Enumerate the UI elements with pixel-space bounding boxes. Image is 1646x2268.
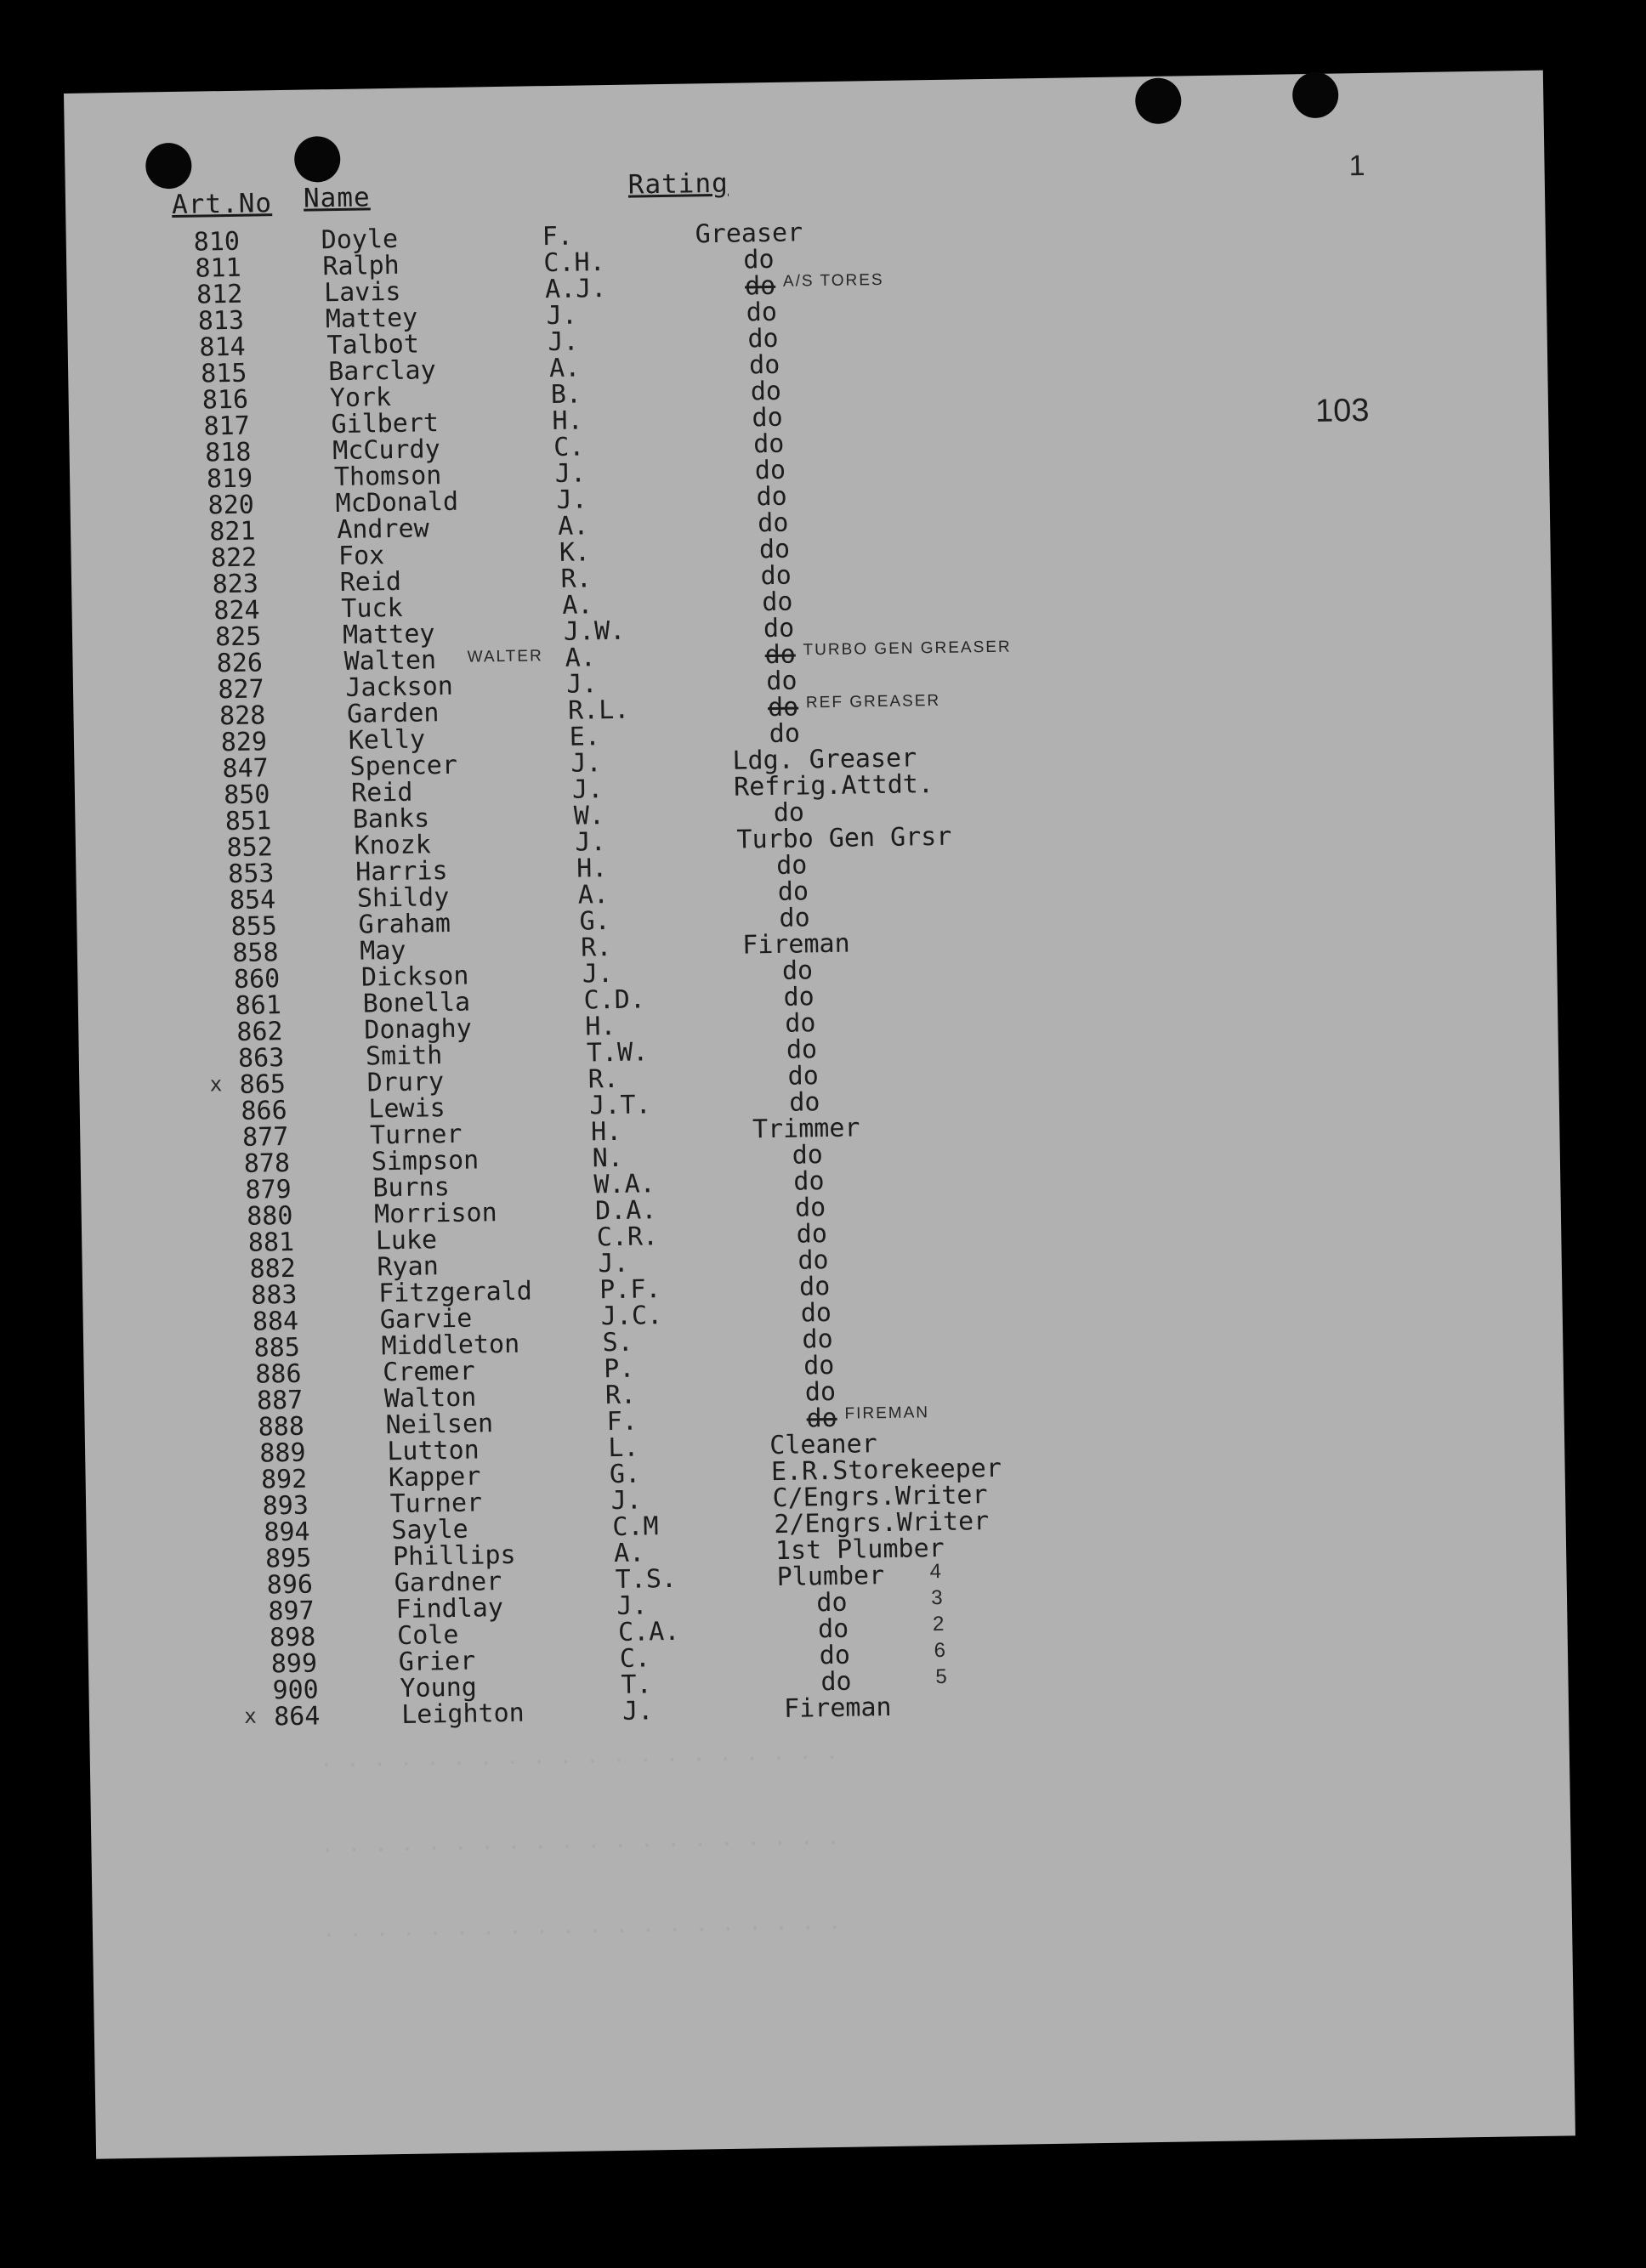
art-number: 824 <box>213 595 260 627</box>
crew-initials: C.M <box>612 1511 659 1543</box>
art-number: 862 <box>236 1017 283 1047</box>
art-number: 850 <box>223 780 270 811</box>
crew-rating: do <box>752 428 785 460</box>
art-number: 820 <box>207 490 255 521</box>
crew-rating: do <box>798 1272 831 1302</box>
crew-name: Reid <box>350 777 413 808</box>
crew-name: Ralph <box>322 250 400 282</box>
crew-initials: F. <box>606 1406 639 1437</box>
art-number: 884 <box>252 1306 299 1337</box>
crew-rating: Ldg. Greaser <box>732 743 917 776</box>
crew-initials: A. <box>577 880 610 910</box>
handwritten-number: 4 <box>929 1559 944 1584</box>
art-number: 883 <box>250 1279 298 1311</box>
handwritten-number: 6 <box>934 1638 948 1663</box>
punch-hole <box>1135 77 1182 124</box>
art-number: 855 <box>230 911 278 943</box>
handwritten-name-note: WALTER <box>467 647 543 666</box>
crew-rating: do <box>767 692 799 723</box>
crew-initials: F. <box>542 221 574 252</box>
art-number: 851 <box>224 806 272 837</box>
crew-rating: do <box>750 376 782 407</box>
art-number: 826 <box>216 648 264 679</box>
crew-name: Garden <box>346 698 440 729</box>
crew-rating: do <box>802 1324 833 1355</box>
art-number: 882 <box>249 1253 297 1284</box>
crew-rating: do <box>746 297 778 328</box>
crew-rating: do <box>779 903 810 933</box>
crew-rating: C/Engrs.Writer <box>772 1480 988 1514</box>
art-number: 861 <box>235 990 282 1021</box>
crew-rating: do <box>793 1166 825 1197</box>
crew-rating: do <box>764 639 797 671</box>
crew-initials: N. <box>592 1143 624 1174</box>
crew-rating: do <box>787 1061 820 1091</box>
crew-initials: E. <box>569 722 601 752</box>
crew-rating: Trimmer <box>752 1113 860 1145</box>
art-number: 823 <box>212 569 259 600</box>
art-number: 821 <box>209 516 256 547</box>
crew-rating: do <box>757 507 789 539</box>
crew-name: Lutton <box>387 1435 480 1467</box>
crew-rating: Turbo Gen Grsr <box>736 821 952 855</box>
art-number: 897 <box>268 1596 315 1627</box>
art-number: 852 <box>226 832 274 864</box>
crew-initials: G. <box>579 906 610 937</box>
crew-name: Harris <box>355 856 448 887</box>
crew-initials: H. <box>585 1011 616 1042</box>
crew-rating: do <box>800 1297 832 1329</box>
crew-name: Banks <box>352 803 430 835</box>
art-number: 892 <box>260 1464 308 1495</box>
art-number: 894 <box>264 1517 310 1548</box>
art-number: 858 <box>232 938 279 969</box>
crew-rating: 1st Plumber <box>775 1533 945 1567</box>
art-number: 815 <box>200 358 247 389</box>
crew-rating: do <box>744 270 776 302</box>
crew-name: Drury <box>366 1067 445 1098</box>
crew-rating: do <box>777 876 809 907</box>
crew-name: Lavis <box>323 276 401 309</box>
crew-initials: L. <box>608 1432 639 1464</box>
art-number: 866 <box>241 1096 287 1126</box>
crew-initials: W.A. <box>593 1169 656 1200</box>
crew-rating: do <box>819 1640 851 1671</box>
art-number: 899 <box>270 1648 318 1680</box>
crew-name: Cremer <box>383 1356 475 1388</box>
crew-name: Barclay <box>327 355 436 388</box>
art-number: 863 <box>237 1043 285 1074</box>
crew-name: Luke <box>375 1225 438 1256</box>
art-number: 853 <box>227 859 275 890</box>
handwritten-note: REF GREASER <box>805 691 941 712</box>
crew-name: Talbot <box>326 329 420 361</box>
art-number: 822 <box>210 542 258 574</box>
crew-name: Spencer <box>349 750 458 782</box>
crew-initials: A. <box>562 590 593 621</box>
bleed-through-text: . . . . . . . . . . . . . . . . . . . . <box>321 1823 841 1858</box>
header-name: Name <box>303 182 371 214</box>
crew-initials: D.A. <box>594 1195 657 1227</box>
handwritten-note: A/S TORES <box>782 270 884 291</box>
crew-initials: J.T. <box>589 1090 651 1121</box>
art-number: 886 <box>255 1358 302 1390</box>
crew-rating: do <box>804 1376 837 1408</box>
art-number: 887 <box>256 1385 304 1416</box>
art-number: 865 <box>239 1069 287 1100</box>
crew-name: Morrison <box>373 1198 497 1230</box>
crew-rating: do <box>783 982 814 1012</box>
art-number: 880 <box>246 1200 293 1232</box>
art-number: 888 <box>258 1411 305 1443</box>
crew-name: McDonald <box>335 486 459 519</box>
crew-name: Donaghy <box>364 1013 473 1046</box>
art-number: 817 <box>203 411 251 442</box>
crew-initials: P.F. <box>599 1274 661 1306</box>
header-art-no: Art.No <box>171 188 273 221</box>
page-number: 103 <box>1314 392 1370 429</box>
crew-name: Fitzgerald <box>377 1276 533 1309</box>
crew-initials: S. <box>602 1327 633 1358</box>
crew-name: Findlay <box>395 1593 504 1625</box>
crew-rating: do <box>789 1087 820 1118</box>
crew-name: Sayle <box>391 1514 468 1546</box>
crew-initials: J.W. <box>563 615 626 647</box>
crew-initials: J. <box>548 326 579 358</box>
crew-name: Garvie <box>379 1303 473 1335</box>
art-number: 885 <box>253 1332 301 1364</box>
crew-rating: do <box>748 349 780 381</box>
crew-rating: do <box>785 1008 816 1039</box>
crew-initials: J. <box>575 827 606 858</box>
crew-initials: J. <box>570 748 602 779</box>
art-number: 895 <box>264 1543 312 1574</box>
crew-name: Fox <box>338 541 385 571</box>
crew-initials: C.A. <box>617 1616 680 1647</box>
crew-rating: do <box>781 955 814 986</box>
crew-name: Walton <box>383 1382 477 1415</box>
crew-name: Doyle <box>321 224 399 256</box>
crew-rating: do <box>796 1219 828 1250</box>
crew-name: Cole <box>396 1619 459 1652</box>
crew-rating: do <box>803 1350 835 1381</box>
document-page <box>64 71 1575 2159</box>
art-number: 825 <box>214 621 262 653</box>
crew-initials: H. <box>576 853 608 884</box>
crew-rating: do <box>758 534 791 565</box>
crew-initials: J.C. <box>600 1301 663 1332</box>
crew-rating: do <box>756 481 787 513</box>
crew-rating: do <box>794 1193 826 1223</box>
crew-initials: C. <box>553 432 585 462</box>
crew-name: Graham <box>358 908 451 940</box>
art-number: 864 <box>273 1701 321 1732</box>
crew-initials: T.W. <box>586 1037 649 1069</box>
art-number: 819 <box>206 463 253 495</box>
crew-initials: H. <box>590 1116 622 1148</box>
art-number: 860 <box>233 964 281 995</box>
handwritten-note: TURBO GEN GREASER <box>803 638 1012 660</box>
crew-initials: R. <box>560 564 593 594</box>
crew-name: Kapper <box>388 1461 481 1494</box>
crew-initials: A.J. <box>544 274 607 305</box>
art-number: 889 <box>259 1437 306 1469</box>
crew-name: Kelly <box>348 724 426 756</box>
crew-initials: C.R. <box>596 1222 659 1253</box>
crew-name: Shildy <box>356 882 450 914</box>
bleed-through-text: . . . . . . . . . . . . . . . . . . . . <box>321 1908 842 1943</box>
crew-rating: do <box>797 1245 829 1276</box>
crew-name: Grier <box>398 1646 476 1678</box>
crew-rating: do <box>773 797 805 828</box>
header-rating: Rating <box>627 167 729 201</box>
art-number: 814 <box>199 332 246 363</box>
crew-initials: R.L. <box>567 695 630 726</box>
art-number: 854 <box>229 885 276 916</box>
crew-rating: do <box>747 323 779 354</box>
crew-initials: J. <box>554 458 587 489</box>
crew-initials: A. <box>565 643 597 673</box>
crew-initials: J. <box>622 1696 654 1727</box>
crew-initials: C.H. <box>543 247 605 279</box>
art-number: 898 <box>269 1622 316 1653</box>
crew-name: Gilbert <box>331 408 440 440</box>
crew-name: Tuck <box>341 593 403 624</box>
crew-name: Simpson <box>371 1145 480 1177</box>
crew-rating: do <box>817 1613 849 1645</box>
crew-name: McCurdy <box>332 434 440 467</box>
crew-rating: do <box>763 613 795 644</box>
art-number: 847 <box>222 753 269 785</box>
crew-initials: J. <box>571 774 604 805</box>
crew-name: Mattey <box>342 619 435 650</box>
crew-name: Turner <box>389 1488 483 1520</box>
crew-rating: Fireman <box>741 928 850 961</box>
crew-initials: R. <box>587 1063 620 1095</box>
crew-rating: Cleaner <box>769 1429 877 1461</box>
crew-name: Reid <box>339 566 402 598</box>
crew-rating: do <box>754 455 786 486</box>
crew-name: Phillips <box>392 1539 516 1573</box>
crew-initials: J. <box>582 958 614 989</box>
crew-initials: A. <box>548 353 581 384</box>
crew-initials: T.S. <box>615 1563 678 1596</box>
crew-initials: B. <box>550 379 582 411</box>
crew-initials: R. <box>580 933 612 963</box>
crew-name: Neilsen <box>385 1409 494 1441</box>
crew-name: Lewis <box>368 1093 446 1125</box>
art-number: 818 <box>204 437 252 468</box>
crew-initials: W. <box>573 801 605 831</box>
crew-rating: do <box>762 587 793 618</box>
corner-mark: 1 <box>1348 149 1365 183</box>
crew-initials: A. <box>557 511 589 541</box>
crew-initials: J. <box>610 1485 643 1517</box>
crew-name: York <box>329 382 392 414</box>
crew-initials: J. <box>616 1590 648 1622</box>
x-mark: x <box>243 1704 257 1728</box>
crew-rating: do <box>792 1140 824 1171</box>
crew-initials: J. <box>566 669 598 700</box>
crew-rating: do <box>816 1587 848 1619</box>
art-number: 829 <box>220 727 268 758</box>
art-number: 900 <box>272 1675 319 1706</box>
crew-name: Knozk <box>354 830 432 861</box>
handwritten-number: 3 <box>931 1585 945 1610</box>
crew-rating: Refrig.Attdt. <box>733 769 934 802</box>
art-number: 816 <box>201 384 249 416</box>
crew-rating: do <box>752 402 783 434</box>
crew-name: Dickson <box>360 961 469 993</box>
art-number: 881 <box>247 1227 295 1258</box>
crew-rating: Greaser <box>695 218 803 250</box>
crew-initials: G. <box>609 1459 641 1490</box>
crew-name: Jackson <box>345 671 454 703</box>
punch-hole <box>1292 71 1339 118</box>
x-mark: x <box>209 1072 223 1097</box>
punch-hole <box>294 136 341 183</box>
crew-rating: do <box>743 244 775 275</box>
crew-rating: do <box>820 1666 852 1698</box>
crew-rating: do <box>766 666 797 697</box>
crew-rating: Fireman <box>783 1692 892 1724</box>
crew-rating: 2/Engrs.Writer <box>774 1506 990 1540</box>
crew-initials: J. <box>546 300 578 332</box>
crew-name: Middleton <box>381 1329 520 1362</box>
art-number: 813 <box>197 305 245 337</box>
crew-rating: Plumber <box>776 1561 885 1593</box>
art-number: 827 <box>218 674 264 706</box>
crew-initials: R. <box>604 1380 637 1411</box>
crew-rating: do <box>775 850 808 881</box>
crew-name: Gardner <box>394 1567 502 1599</box>
crew-rating: do <box>806 1403 837 1434</box>
art-number: 896 <box>266 1569 314 1601</box>
art-number: 812 <box>196 279 243 310</box>
crew-initials: J. <box>598 1248 629 1279</box>
crew-name: Ryan <box>377 1251 440 1283</box>
art-number: 877 <box>241 1122 289 1153</box>
art-number: 810 <box>193 226 241 258</box>
crew-rating: do <box>769 718 801 750</box>
crew-name: Bonella <box>362 987 471 1019</box>
art-number: 811 <box>195 252 241 284</box>
crew-name: Turner <box>369 1119 463 1151</box>
crew-rating: E.R.Storekeeper <box>770 1453 1002 1488</box>
crew-name: Young <box>400 1672 478 1704</box>
crew-initials: A. <box>613 1538 645 1569</box>
crew-name: May <box>360 935 406 967</box>
crew-initials: C.D. <box>583 984 646 1016</box>
bleed-through-text: . . . . . . . . . . . . . . . . . . . . <box>319 1738 839 1773</box>
art-number: 879 <box>245 1174 292 1205</box>
handwritten-number: 5 <box>935 1664 949 1689</box>
crew-initials: J. <box>556 485 587 515</box>
crew-name: Walten <box>343 645 437 677</box>
handwritten-number: 2 <box>932 1612 946 1636</box>
crew-name: Smith <box>365 1040 443 1072</box>
crew-name: Burns <box>372 1172 451 1204</box>
handwritten-note: FIREMAN <box>844 1403 930 1423</box>
art-number: 878 <box>243 1148 291 1179</box>
crew-initials: P. <box>603 1353 635 1385</box>
crew-rating: do <box>760 560 792 592</box>
crew-name: Mattey <box>325 303 418 335</box>
crew-initials: K. <box>559 537 591 568</box>
crew-rating: do <box>786 1035 818 1065</box>
crew-initials: T. <box>621 1670 652 1700</box>
crew-name: Thomson <box>333 461 442 493</box>
crew-name: Leighton <box>400 1698 525 1730</box>
art-number: 893 <box>262 1490 309 1522</box>
crew-initials: H. <box>552 405 583 437</box>
crew-initials: C. <box>619 1643 651 1674</box>
crew-name: Andrew <box>337 513 429 546</box>
art-number: 828 <box>219 700 266 732</box>
punch-hole <box>145 143 192 190</box>
